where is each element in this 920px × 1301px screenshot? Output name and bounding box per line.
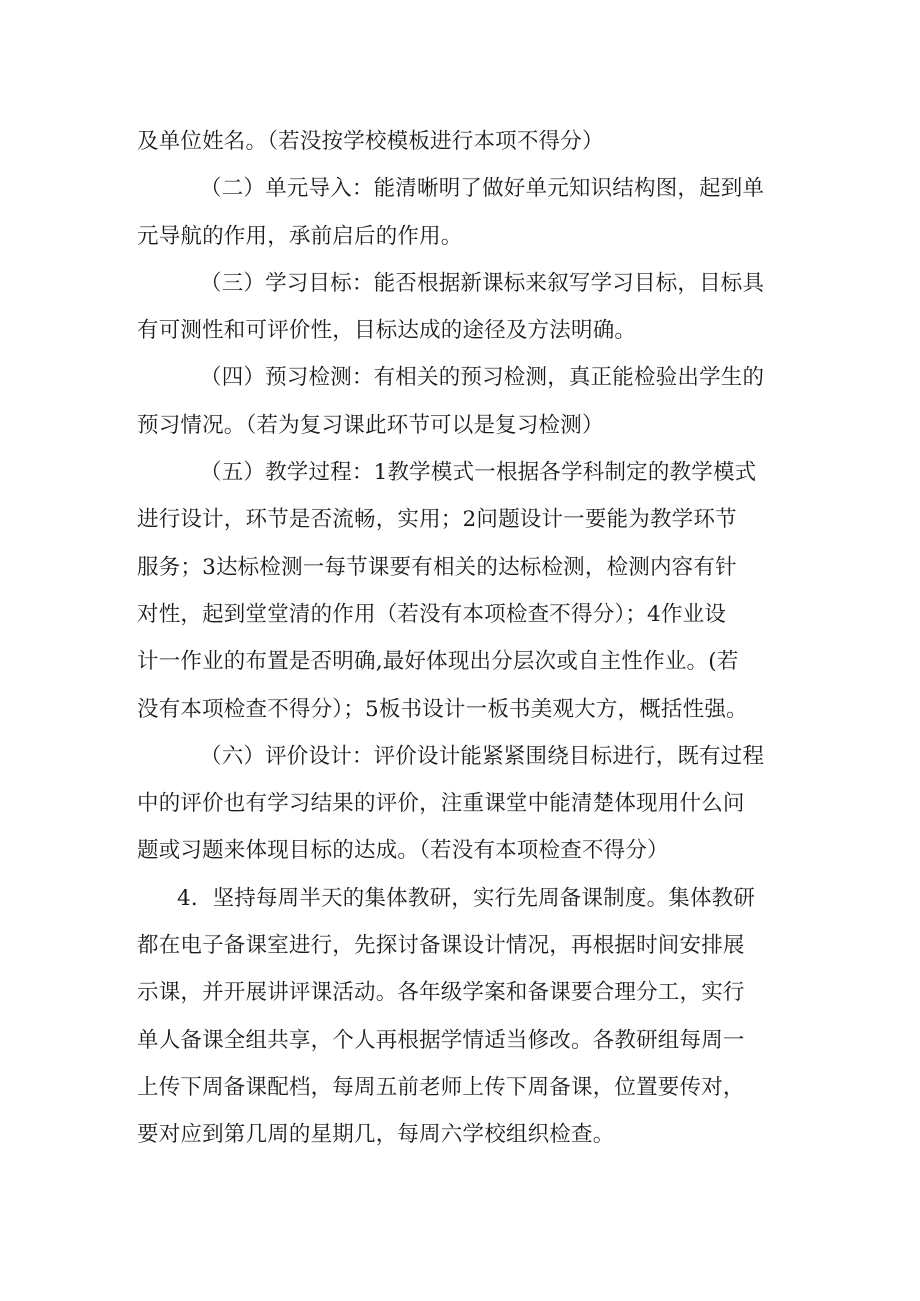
text-line: 预习情况。（若为复习课此环节可以是复习检测） xyxy=(137,412,604,438)
text-line: 都在电子备课室进行，先探讨备课设计情况，再根据时间安排展 xyxy=(137,933,745,959)
text-line: （二）单元导入：能清晰明了做好单元知识结构图，起到单 xyxy=(200,176,765,202)
text-line: （五）教学过程：1教学模式一根据各学科制定的教学模式 xyxy=(200,460,757,486)
text-line: 单人备课全组共享，个人再根据学情适当修改。各教研组每周一 xyxy=(137,1027,745,1053)
text-line: 示课，并开展讲评课活动。各年级学案和备课要合理分工，实行 xyxy=(137,980,745,1006)
text-line: 进行设计，环节是否流畅，实用；2问题设计一要能为教学环节 xyxy=(137,507,737,533)
document-body xyxy=(137,118,797,1159)
text-line: 题或习题来体现目标的达成。（若没有本项检查不得分） xyxy=(137,838,669,864)
text-line: 要对应到第几周的星期几，每周六学校组织检查。 xyxy=(137,1122,615,1148)
text-line: （四）预习检测：有相关的预习检测，真正能检验出学生的 xyxy=(200,365,765,391)
text-line: 中的评价也有学习结果的评价，注重课堂中能清楚体现用什么问 xyxy=(137,791,745,817)
text-line: （六）评价设计：评价设计能紧紧围绕目标进行，既有过程 xyxy=(200,743,765,769)
text-line: 上传下周备课配档，每周五前老师上传下周备课，位置要传对， xyxy=(137,1074,745,1100)
text-line: 服务；3达标检测一每节课要有相关的达标检测，检测内容有针 xyxy=(137,554,737,580)
text-line: 有可测性和可评价性，目标达成的途径及方法明确。 xyxy=(137,318,637,344)
text-line: 计一作业的布置是否明确,最好体现出分层次或自主性作业。(若 xyxy=(137,649,739,675)
text-line: 元导航的作用，承前启后的作用。 xyxy=(137,223,463,249)
text-line: （三）学习目标：能否根据新课标来叙写学习目标，目标具 xyxy=(200,270,765,296)
text-line: 没有本项检查不得分）；5板书设计一板书美观大方，概括性强。 xyxy=(137,696,748,722)
text-line: 对性，起到堂堂清的作用（若没有本项检查不得分）；4作业设 xyxy=(137,601,727,627)
text-line: 4．坚持每周半天的集体教研，实行先周备课制度。集体教研 xyxy=(177,885,756,911)
text-line: 及单位姓名。（若没按学校模板进行本项不得分） xyxy=(137,129,604,154)
